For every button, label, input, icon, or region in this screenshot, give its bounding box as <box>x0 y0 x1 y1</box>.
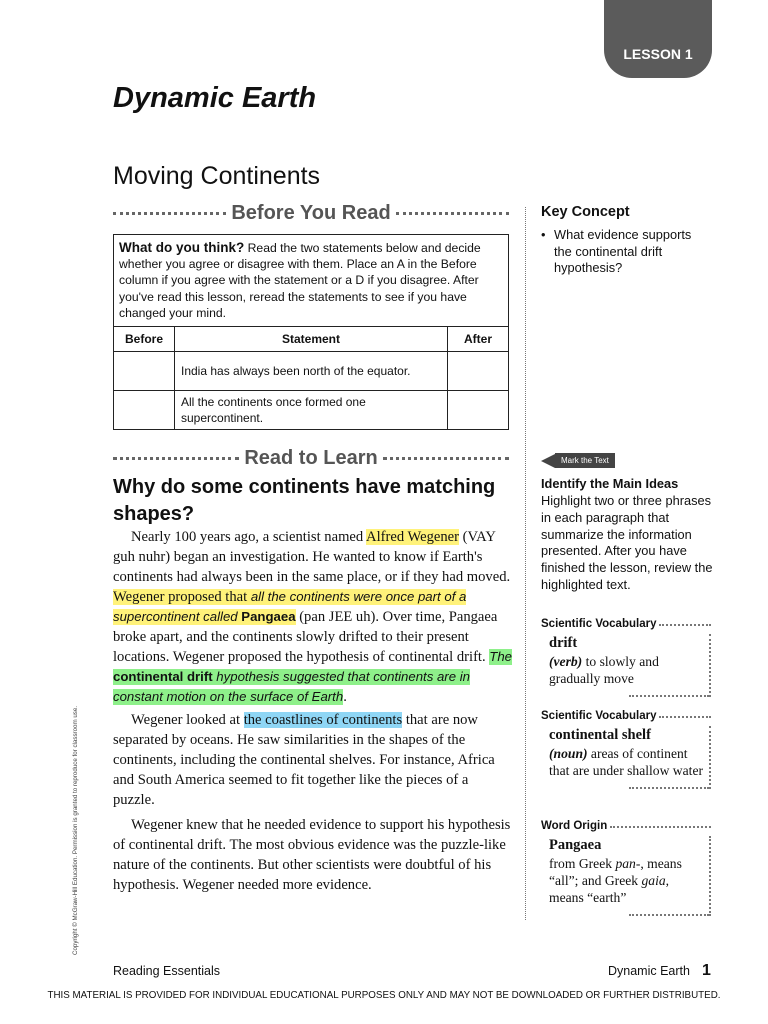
key-sentence: all the continents were once part of a supercontinent called <box>113 589 467 624</box>
unit-title: Dynamic Earth <box>113 82 317 114</box>
before-you-read-heading <box>113 202 509 225</box>
definition-text: to slowly and gradually move <box>549 654 659 686</box>
wdyt-prompt-bold: What do you think? <box>119 240 245 255</box>
vocab-term: continental drift <box>113 669 213 684</box>
text: Wegener looked at <box>131 712 244 728</box>
mark-the-text-label: Mark the Text <box>555 453 615 468</box>
pencil-icon <box>541 454 555 468</box>
divider <box>113 457 239 460</box>
table-row <box>114 391 508 430</box>
section-question: Why do some continents have matching shapes? <box>113 476 496 525</box>
page-number: 1 <box>701 962 711 979</box>
statement-cell: All the continents once formed one supercontinent. <box>175 391 448 430</box>
after-cell[interactable] <box>448 352 509 391</box>
word-origin-box <box>541 820 711 916</box>
part-of-speech: (verb) <box>549 654 583 669</box>
col-after-header: After <box>448 327 509 352</box>
wdyt-prompt <box>114 235 508 326</box>
key-sentence: The <box>489 649 513 664</box>
definition-text: areas of continent that are under shallow water <box>549 746 703 778</box>
footer-chapter <box>608 962 711 980</box>
key-concept-title: Key Concept <box>541 204 630 220</box>
word-origin-definition <box>549 855 703 906</box>
divider <box>659 716 711 718</box>
vocab-term: Pangaea <box>549 837 602 853</box>
lesson-tab-label: LESSON 1 <box>623 46 693 62</box>
vocab-label: Scientific Vocabulary <box>541 618 657 630</box>
highlight-blue: the coastlines of continents <box>243 712 403 728</box>
divider <box>396 212 509 215</box>
disclaimer: THIS MATERIAL IS PROVIDED FOR INDIVIDUAL EDUCATIONAL PURPOSES ONLY AND MAY NOT BE DOWNLOADED OR FURTHER DISTRIBUTED. <box>47 990 721 1001</box>
col-before-header: Before <box>114 327 175 352</box>
main-ideas-body: Highlight two or three phrases in each paragraph that summarize the information presented. After you have finished the lesson, review the highlighted text. <box>541 493 713 592</box>
text: , means “all”; and Greek <box>549 856 682 888</box>
footer-chapter-title: Dynamic Earth <box>608 964 690 978</box>
vocab-label: Scientific Vocabulary <box>541 710 657 722</box>
part-of-speech: (noun) <box>549 746 588 761</box>
vocab-definition <box>549 745 703 779</box>
main-ideas-title: Identify the Main Ideas <box>541 476 679 491</box>
what-do-you-think-box <box>113 234 509 430</box>
word-origin-label: Word Origin <box>541 820 608 832</box>
wdyt-prompt-text: Read the two statements below and decide whether you agree or disagree with them. Place an A in the Before column if you agree with the statement or a D if you disagree. After you've read this lesson, reread the statements to see if you have changed your mind. <box>119 241 481 320</box>
mark-the-text-tag <box>541 453 615 468</box>
column-divider <box>525 207 526 920</box>
divider <box>383 457 509 460</box>
table-row <box>114 352 508 391</box>
vocab-definition <box>549 653 703 687</box>
heading-label: Before You Read <box>231 202 391 224</box>
text: Wegener proposed that <box>113 589 251 605</box>
list-item: • What evidence supports the continental drift hypothesis? <box>541 227 711 277</box>
vocab-box-drift <box>541 618 711 697</box>
key-concept-list <box>541 227 711 277</box>
text: Nearly 100 years ago, a scientist named <box>131 529 367 545</box>
text: that are now separated by oceans. He saw similarities in the shapes of the continents, including the continental shelves. For instance, Africa and South America seemed to fit together like the pieces of a puzzle. <box>113 712 495 808</box>
paragraph-1 <box>113 527 513 707</box>
vocab-term: continental shelf <box>549 727 651 743</box>
before-cell[interactable] <box>114 352 175 391</box>
text: (pan JEE uh). Over time, Pangaea broke apart, and the continents slowly drifted to their present locations. Wegener proposed the hypothesis of continental drift. <box>113 609 498 665</box>
paragraph-2 <box>113 710 513 810</box>
highlight-yellow: Alfred Wegener <box>366 529 460 545</box>
before-cell[interactable] <box>114 391 175 430</box>
root-word: gaia <box>641 873 666 888</box>
copyright-notice: Copyright © McGraw-Hill Education. Permission is granted to reproduce for classroom use. <box>72 705 79 955</box>
text: (VAY guh nuhr) began an investigation. He wanted to know if Earth's continents had always been in the same place, or if they had moved. <box>113 529 511 585</box>
text: from Greek <box>549 856 616 871</box>
divider <box>610 826 711 828</box>
vocab-term: Pangaea <box>241 609 296 624</box>
heading-label: Read to Learn <box>244 447 378 469</box>
footer-book-title: Reading Essentials <box>113 964 221 978</box>
lesson-title: Moving Continents <box>113 162 321 190</box>
divider <box>659 624 711 626</box>
vocab-term: drift <box>549 635 578 651</box>
statement-table <box>114 326 508 429</box>
text: , means “earth” <box>549 873 670 905</box>
statement-cell: India has always been north of the equator. <box>175 352 448 391</box>
lesson-tab <box>604 0 712 78</box>
col-statement-header: Statement <box>175 327 448 352</box>
text: . <box>343 689 347 705</box>
read-to-learn-heading <box>113 447 509 470</box>
vocab-box-continental-shelf <box>541 710 711 789</box>
paragraph-3: Wegener knew that he needed evidence to support his hypothesis of continental drift. The most obvious evidence was the puzzle-like nature of the continents. But other scientists were doubtful of his hypothesis. Wegener needed more evidence. <box>113 817 511 893</box>
after-cell[interactable] <box>448 391 509 430</box>
root-word: pan- <box>615 856 641 871</box>
key-sentence: hypothesis suggested that continents are in constant motion on the surface of Earth <box>113 669 470 704</box>
divider <box>113 212 226 215</box>
